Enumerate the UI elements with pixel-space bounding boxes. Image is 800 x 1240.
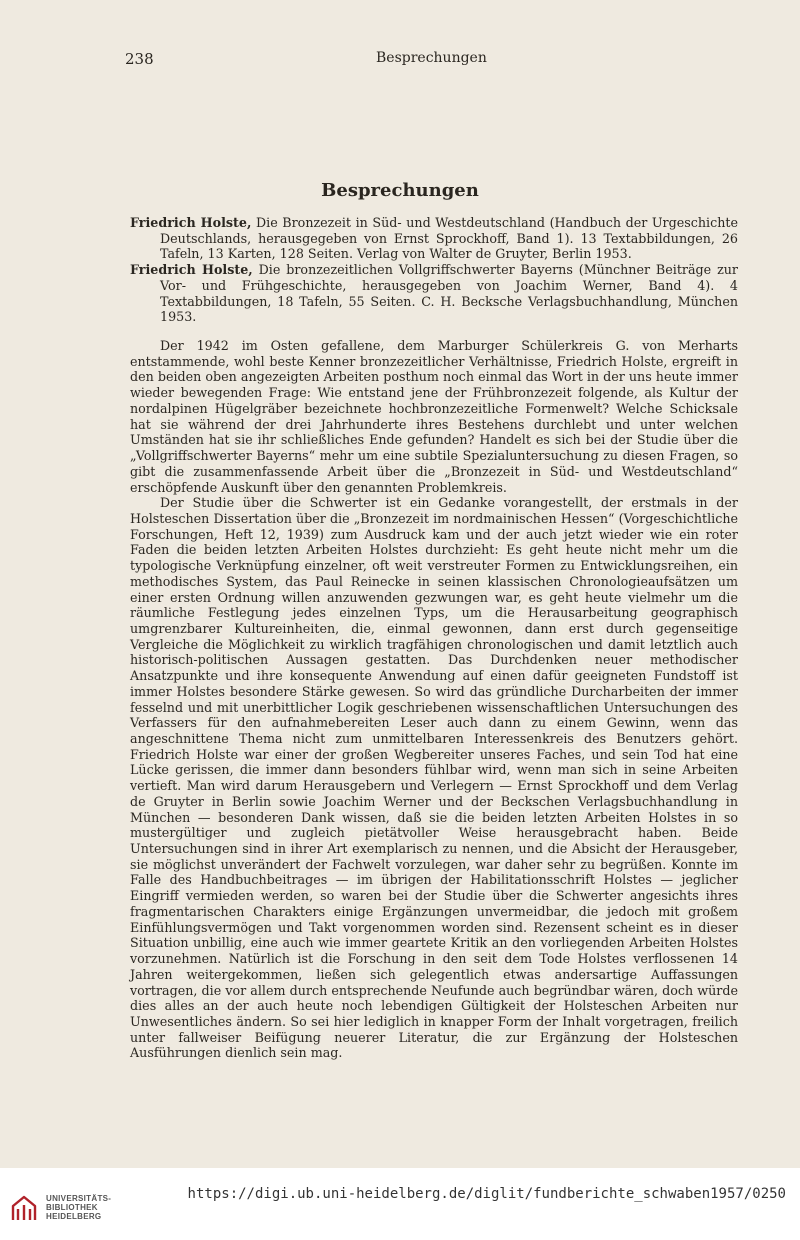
reference-2-author: Friedrich Holste, — [130, 262, 253, 278]
section-title: Besprechungen — [321, 180, 479, 201]
reference-1-text: Die Bronzezeit in Süd- und Westdeutschland (Handbuch der Urgeschichte Deutschlands, herausgegeben von Ernst Sprockhoff, Band 1). 13 Textabbildungen, 26 Tafeln, 13 Karten, 128 Seiten. Verlag von Walter de Gruyter, Berlin 1953. — [160, 215, 738, 262]
reference-2 — [130, 262, 738, 325]
review-body — [130, 215, 738, 1061]
paragraph-2: Der Studie über die Schwerter ist ein Gedanke vorangestellt, der erstmals in der Holsteschen Dissertation über die „Bronzezeit im nordmainischen Hessen“ (Vorgeschichtliche Forschungen, Heft 12, 1939) zum Ausdruck kam und der auch jetzt wieder wie ein roter Faden die beiden letzten Arbeiten Holstes durchzieht: Es geht heute nicht mehr um die typologische Verknüpfung einzelner, oft weit verstreuter Formen zu Entwicklungsreihen, ein methodisches System, das Paul Reinecke in seinen klassischen Chronologieaufsätzen um einer ersten Ordnung willen anzuwenden gezwungen war, es geht heute vielmehr um die räumliche Festlegung jedes einzelnen Typs, um die Herausarbeitung geographisch umgrenzbarer Kultureinheiten, die, einmal gewonnen, dann erst durch gegenseitige Vergleiche die Möglichkeit zu wirklich tragfähigen chronologischen und damit letztlich auch historisch-politischen Aussagen gestatten. Das Durchdenken neuer methodischer Ansatzpunkte und ihre konsequente Anwendung auf einen dafür geeigneten Fundstoff ist immer Holstes besondere Stärke gewesen. So wird das gründliche Durcharbeiten der immer fesselnd und mit unerbittlicher Logik geschriebenen wissenschaftlichen Untersuchungen des Verfassers für den aufnahmebereiten Leser auch dann zu einem Gewinn, wenn das angeschnittene Thema nicht zum unmittelbaren Interessenkreis des Benutzers gehört. Friedrich Holste war einer der großen Wegbereiter unseres Faches, und sein Tod hat eine Lücke gerissen, die immer dann besonders fühlbar wird, wenn man sich in seine Arbeiten vertieft. Man wird darum Herausgebern und Verlegern — Ernst Sprockhoff und dem Verlag de Gruyter in Berlin sowie Joachim Werner und der Beckschen Verlagsbuchhandlung in München — besonderen Dank wissen, daß sie die beiden letzten Arbeiten Holstes in so mustergültiger und zugleich pietätvoller Weise herausgebracht haben. Beide Untersuchungen sind in ihrer Art exemplarisch zu nennen, und die Absicht der Herausgeber, sie möglichst unverändert der Fachwelt vorzulegen, war daher sehr zu begrüßen. Konnte im Falle des Handbuchbeitrages — im übrigen der Habilitationsschrift Holstes — jeglicher Eingriff vermieden werden, so waren bei der Studie über die Schwerter angesichts ihres fragmentarischen Charakters einige Ergänzungen unvermeidbar, die jedoch mit großem Einfühlungsvermögen und Takt vorgenommen worden sind. Rezensent scheint es in dieser Situation unbillig, eine auch wie immer geartete Kritik an den vorliegenden Arbeiten Holstes vorzunehmen. Natürlich ist die Forschung in den seit dem Tode Holstes verflossenen 14 Jahren weitergekommen, ließen sich gelegentlich etwas andersartige Auffassungen vortragen, die vor allem durch entsprechende Neufunde auch begründbar wären, doch würde dies alles an der auch heute noch lebendigen Gültigkeit der Holsteschen Arbeiten nur Unwesentliches ändern. So sei hier lediglich in knapper Form der Inhalt vorgetragen, freilich unter fallweiser Beifügung neuerer Literatur, die zur Ergänzung der Holsteschen Ausführungen dienlich sein mag. — [130, 495, 738, 1061]
reference-1 — [130, 215, 738, 262]
page-number: 238 — [125, 50, 154, 68]
paragraph-1: Der 1942 im Osten gefallene, dem Marburger Schülerkreis G. von Merharts entstammende, wohl beste Kenner bronzezeitlicher Verhältnisse, Friedrich Holste, ergreift in den beiden oben angezeigten Arbeiten posthum noch einmal das Wort in der uns heute immer wieder bewegenden Frage: Wie entstand jene der Frühbronzezeit folgende, als Kultur der nordalpinen Hügelgräber bezeichnete hochbronzezeitliche Formenwelt? Welche Schicksale hat sie während der drei Jahrhunderte ihres Bestehens durchlebt und unter welchen Umständen hat sie ihr schließliches Ende gefunden? Handelt es sich bei der Studie über die „Vollgriffschwerter Bayerns“ mehr um eine subtile Spezialuntersuchung zu diesen Fragen, so gibt die zusammenfassende Arbeit über die „Bronzezeit in Süd- und Westdeutschland“ erschöpfende Auskunft über den genannten Problemkreis. — [130, 338, 738, 495]
library-line-2: BIBLIOTHEK — [46, 1203, 98, 1212]
reference-2-text: Die bronzezeitlichen Vollgriffschwerter Bayerns (Münchner Beiträge zur Vor- und Frühgeschichte, herausgegeben von Joachim Werner, Band 4). 4 Textabbildungen, 18 Tafeln, 55 Seiten. C. H. Becksche Verlagsbuchhandlung, München 1953. — [160, 262, 738, 325]
footer-bar — [0, 1168, 800, 1240]
library-line-1: UNIVERSITÄTS- — [46, 1194, 112, 1203]
footer-url-link[interactable]: https://digi.ub.uni-heidelberg.de/diglit/fundberichte_schwaben1957/0250 — [187, 1186, 786, 1202]
running-head: Besprechungen — [376, 50, 487, 66]
library-name — [46, 1194, 111, 1221]
reference-1-author: Friedrich Holste, — [130, 215, 252, 230]
library-logo-icon — [10, 1192, 38, 1224]
library-line-3: HEIDELBERG — [46, 1212, 102, 1221]
